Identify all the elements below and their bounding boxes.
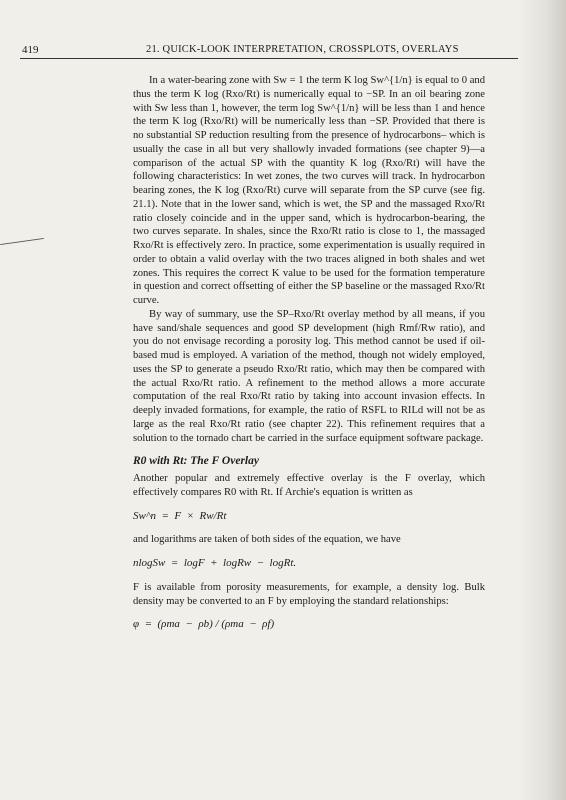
margin-pen-mark [0, 238, 44, 245]
equation-log: nlogSw = logF + logRw − logRt. [133, 557, 297, 569]
running-head: 21. QUICK-LOOK INTERPRETATION, CROSSPLOTS, OVERLAYS [146, 44, 459, 55]
section-after: F is available from porosity measurements, for example, a density log. Bulk density may be converted to an F by employing the standard relationships: [133, 581, 485, 607]
scan-edge-shadow [518, 0, 566, 800]
section-middle: and logarithms are taken of both sides of the equation, we have [133, 534, 401, 546]
paragraph-1: In a water-bearing zone with Sw = 1 the term K log Sw^{1/n} is equal to 0 and thus the term K log (Rxo/Rt) is numerically equal to −SP. In an oil bearing zone with Sw less than 1, however, the term log Sw^{1/n} will be less than 1 and hence the term K log (Rxo/Rt) will be numerically less than −SP. Provided that there is no substantial SP reduction resulting from the presence of hydrocarbons– which is usually the case in all but very shallowly invaded formations (see chapter 9)—a comparison of the actual SP with the quantity K log (Rxo/Rt) will have the following characteristics: In wet zones, the two curves will track. In hydrocarbon bearing zones, the K log (Rxo/Rt) curve will separate from the SP curve (see fig. 21.1). Note that in the lower sand, which is wet, the SP and the massaged Rxo/Rt ratio closely coincide and in the upper sand, which is hydrocarbon-bearing, the two curves separate. In shales, since the Rxo/Rt ratio is close to 1, the massaged Rxo/Rt is effectively zero. In practice, some experimentation is usually required in order to obtain a valid overlay with the two traces aligned in both shales and wet zones. This requires the correct K value to be used for the formation temperature in question and correct offsetting of either the SP baseline or the massaged Rxo/Rt curve. [133, 75, 485, 306]
section-intro: Another popular and extremely effective overlay is the F overlay, which effectively compares R0 with Rt. If Archie's equation is written as [133, 473, 485, 498]
body-text [133, 74, 485, 642]
section-heading: R0 with Rt: The F Overlay [133, 455, 259, 468]
equation-archie: Sw^n = F × Rw/Rt [133, 509, 227, 522]
paragraph-2: By way of summary, use the SP–Rxo/Rt overlay method by all means, if you have sand/shale sequences and good SP development (high Rmf/Rw ratio), and you do not envisage recording a porosity log. This method cannot be used if oil-based mud is employed. A variation of the method, though not widely employed, uses the SP to generate a pseudo Rxo/Rt ratio, which may then be compared with the actual Rxo/Rt ratio. A refinement to the method allows a more accurate computation of the real Rxo/Rt ratio by taking into account invasion effects. In deeply invaded formations, for example, the ratio of RSFL to RILd will not be as large as the real Rxo/Rt ratio (see chapter 22). This refinement requires that a solution to the tornado chart be carried in the surface equipment software package. [133, 308, 485, 444]
equation-porosity: φ = (ρma − ρb) / (ρma − ρf) [133, 618, 275, 631]
header-rule [20, 58, 518, 59]
page-number: 419 [22, 44, 39, 56]
